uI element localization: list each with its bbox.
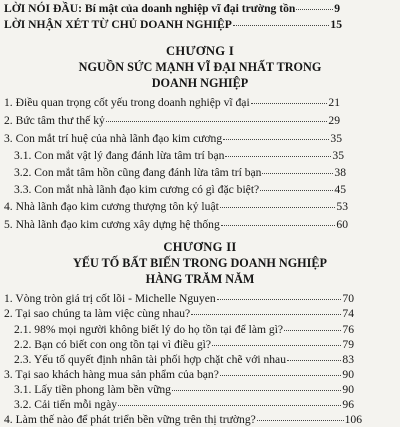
- toc-entry-page: 35: [332, 149, 344, 162]
- toc-entry-text: 2. Bức tâm thư thế kỷ: [4, 114, 105, 127]
- dot-leader: [212, 345, 341, 346]
- toc-front-preface: [4, 2, 340, 16]
- toc-entry-text: 3.3. Con mắt nhà lãnh đạo kim cương có gì đặc biệt?: [14, 183, 260, 196]
- toc-entry-text: 4. Nhà lãnh đạo kim cương thượng tôn kỷ luật: [4, 200, 219, 213]
- toc-sub-entry: [14, 353, 354, 367]
- toc-entry: [4, 307, 354, 321]
- toc-entry-text: 3.1. Lấy tiền phong làm bền vững: [14, 383, 171, 396]
- toc-entry-text: 3.2. Con mắt tâm hồn cũng đang đánh lừa tâm trí bạn: [14, 166, 262, 179]
- toc-entry: [4, 200, 348, 214]
- dot-leader: [225, 156, 331, 157]
- toc-entry-page: 60: [336, 218, 348, 231]
- toc-entry-text: 2. Tại sao chúng ta làm việc cùng nhau?: [4, 307, 191, 320]
- dot-leader: [233, 25, 330, 26]
- toc-entry-page: 74: [342, 307, 354, 320]
- toc-entry-text: 5. Nhà lãnh đạo kim cương xây dựng hệ thống: [4, 218, 220, 231]
- toc-entry-text: 1. Vòng tròn giá trị cốt lõi - Michelle Nguyen: [4, 292, 216, 305]
- toc-entry-text: 3.2. Cải tiến mỗi ngày: [14, 398, 118, 411]
- chapter2-title-line1: YẾU TỐ BẤT BIẾN TRONG DOANH NGHIỆP: [73, 256, 327, 270]
- toc-entry-page: 53: [336, 200, 348, 213]
- toc-entry-page: 96: [342, 398, 354, 411]
- toc-entry-page: 90: [342, 368, 354, 381]
- toc-entry-page: 45: [334, 183, 346, 196]
- toc-entry-text: 2.2. Bạn có biết con ong tồn tại vì điều gì?: [14, 338, 212, 351]
- toc-entry-text: 2.3. Yếu tố quyết định nhân tài phối hợp chặt chẽ với nhau: [14, 353, 286, 366]
- toc-sub-entry: [14, 183, 346, 197]
- chapter1-label: CHƯƠNG I: [165, 44, 235, 58]
- toc-sub-entry: [14, 338, 354, 352]
- dot-leader: [287, 360, 341, 361]
- dot-leader: [220, 375, 342, 376]
- toc-entry-text: 3. Tại sao khách hàng mua sản phẩm của bạn?: [4, 368, 219, 381]
- dot-leader: [221, 225, 336, 226]
- toc-sub-entry: [14, 383, 354, 397]
- dot-leader: [296, 9, 333, 10]
- toc-entry-text: 4. Làm thế nào để phát triển bền vững trên thị trường?: [4, 413, 256, 426]
- toc-entry-text: LỜI NÓI ĐẦU: Bí mật của doanh nghiệp vĩ đại trường tồn: [4, 2, 296, 15]
- toc-entry-page: 9: [334, 2, 340, 15]
- toc-sub-entry: [14, 323, 354, 337]
- toc-entry-page: 79: [342, 338, 354, 351]
- toc-sub-entry: [14, 149, 344, 163]
- chapter2-label: CHƯƠNG II: [163, 240, 237, 254]
- toc-entry-page: 38: [334, 166, 346, 179]
- toc-entry: [4, 292, 354, 306]
- toc-entry-text: LỜI NHẬN XÉT TỪ CHỦ DOANH NGHIỆP: [4, 18, 232, 31]
- toc-entry-page: 76: [342, 323, 354, 336]
- dot-leader: [257, 420, 344, 421]
- dot-leader: [217, 299, 342, 300]
- toc-entry: [4, 132, 342, 146]
- toc-entry-page: 70: [342, 292, 354, 305]
- toc-entry-page: 90: [342, 383, 354, 396]
- toc-sub-entry: [14, 398, 354, 412]
- dot-leader: [223, 139, 329, 140]
- toc-entry-text: 1. Điều quan trọng cốt yếu trong doanh nghiệp vĩ đại: [4, 96, 250, 109]
- chapter1-title-line1: NGUỒN SỨC MẠNH VĨ ĐẠI NHẤT TRONG: [78, 60, 322, 74]
- toc-front-remarks: [4, 18, 342, 32]
- dot-leader: [284, 330, 341, 331]
- chapter1-title-line2: DOANH NGHIỆP: [151, 76, 249, 90]
- toc-entry-page: 106: [344, 413, 362, 426]
- toc-entry: [4, 96, 340, 110]
- dot-leader: [260, 190, 333, 191]
- dot-leader: [262, 173, 333, 174]
- dot-leader: [172, 390, 341, 391]
- toc-entry-text: 3. Con mắt trí huệ của nhà lãnh đạo kim cương: [4, 132, 223, 145]
- chapter2-title-line2: HÀNG TRĂM NĂM: [145, 272, 255, 286]
- toc-entry-text: 3.1. Con mắt vật lý đang đánh lừa tâm trí bạn: [14, 149, 225, 162]
- dot-leader: [251, 103, 328, 104]
- toc-entry-page: 21: [328, 96, 340, 109]
- dot-leader: [118, 405, 341, 406]
- toc-entry-page: 15: [330, 18, 342, 31]
- toc-entry-page: 83: [342, 353, 354, 366]
- dot-leader: [191, 314, 341, 315]
- toc-entry: [4, 114, 340, 128]
- toc-entry: [4, 218, 348, 232]
- toc-entry: [4, 413, 362, 427]
- toc-entry: [4, 368, 354, 382]
- toc-sub-entry: [14, 166, 346, 180]
- dot-leader: [220, 207, 336, 208]
- toc-entry-page: 29: [328, 114, 340, 127]
- dot-leader: [106, 121, 328, 122]
- toc-entry-page: 35: [330, 132, 342, 145]
- toc-entry-text: 2.1. 98% mọi người không biết lý do họ tồn tại để làm gì?: [14, 323, 284, 336]
